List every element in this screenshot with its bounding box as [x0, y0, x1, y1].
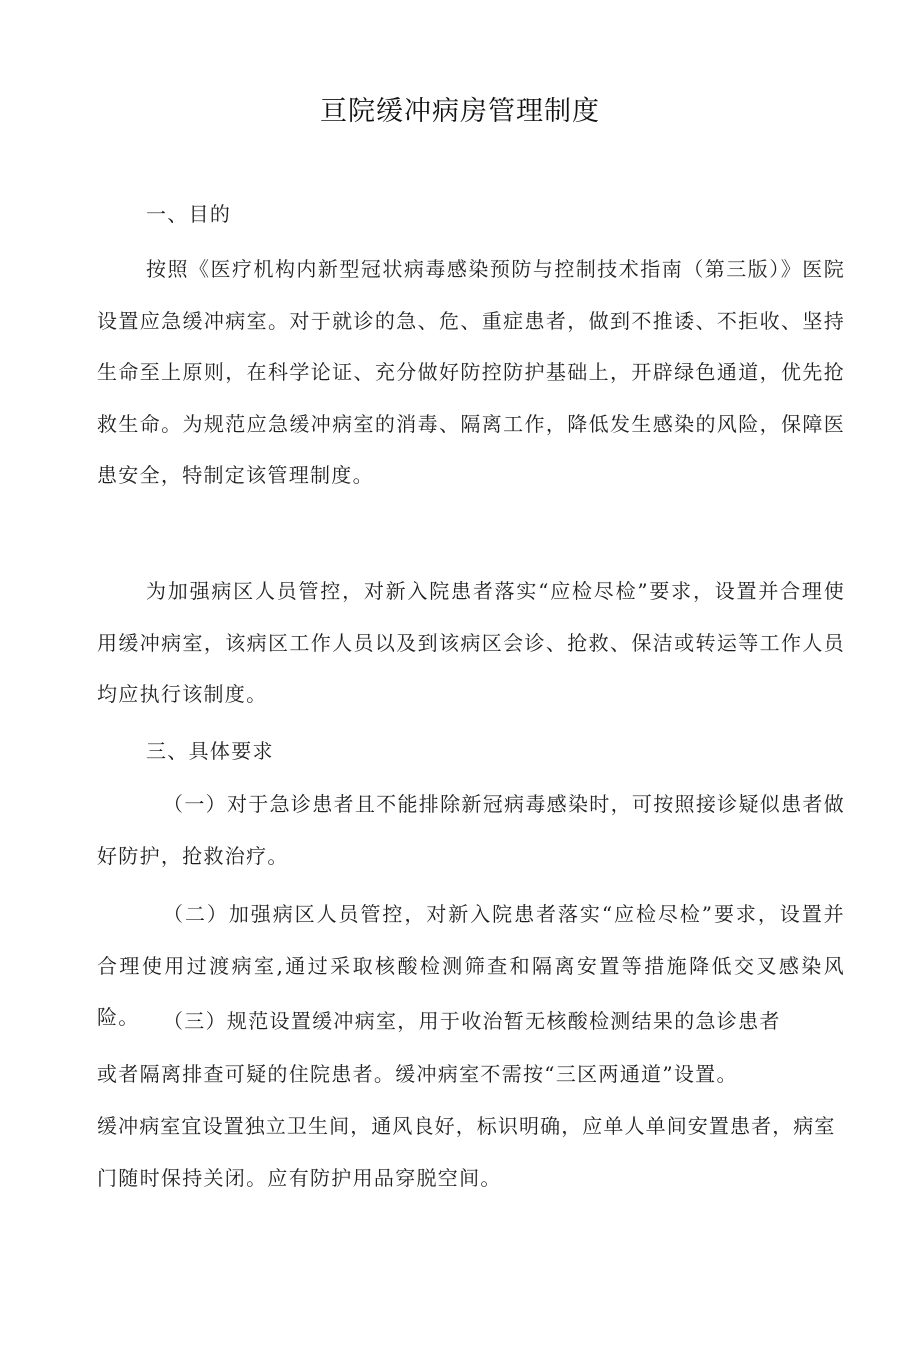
section-heading-purpose: 一、目的 [146, 202, 232, 226]
requirement-item-3-line-2: 或者隔离排查可疑的住院患者。缓冲病室不需按“三区两通道”设置。 [97, 1062, 738, 1086]
requirement-item-3-line-4: 门随时保持关闭。应有防护用品穿脱空间。 [97, 1166, 502, 1190]
requirement-item-2: （二）加强病区人员管控，对新入院患者落实“应检尽检”要求，设置并合理使用过渡病室,通过采取核酸检测筛查和隔离安置等措施降低交叉感染风险。 [97, 902, 845, 1029]
requirement-item-1: （一）对于急诊患者且不能排除新冠病毒感染时，可按照接诊疑似患者做好防护，抢救治疗。 [97, 792, 845, 868]
requirement-item-3-line-1: （三）规范设置缓冲病室，用于收治暂无核酸检测结果的急诊患者 [163, 1009, 781, 1033]
paragraph-purpose: 按照《医疗机构内新型冠状病毒感染预防与控制技术指南（第三版）》医院设置应急缓冲病室。对于就诊的急、危、重症患者，做到不推诿、不拒收、坚持生命至上原则，在科学论证、充分做好防控防护基础上，开辟绿色通道，优先抢救生命。为规范应急缓冲病室的消毒、隔离工作，降低发生感染的风险，保障医患安全，特制定该管理制度。 [97, 257, 845, 487]
section-heading-requirements: 三、具体要求 [146, 739, 274, 763]
requirement-item-3-line-3: 缓冲病室宜设置独立卫生间，通风良好，标识明确，应单人单间安置患者，病室 [97, 1114, 836, 1138]
document-title: 亘院缓冲病房管理制度 [320, 96, 600, 127]
paragraph-scope: 为加强病区人员管控，对新入院患者落实“应检尽检”要求，设置并合理使用缓冲病室，该病区工作人员以及到该病区会诊、抢救、保洁或转运等工作人员均应执行该制度。 [97, 579, 845, 706]
